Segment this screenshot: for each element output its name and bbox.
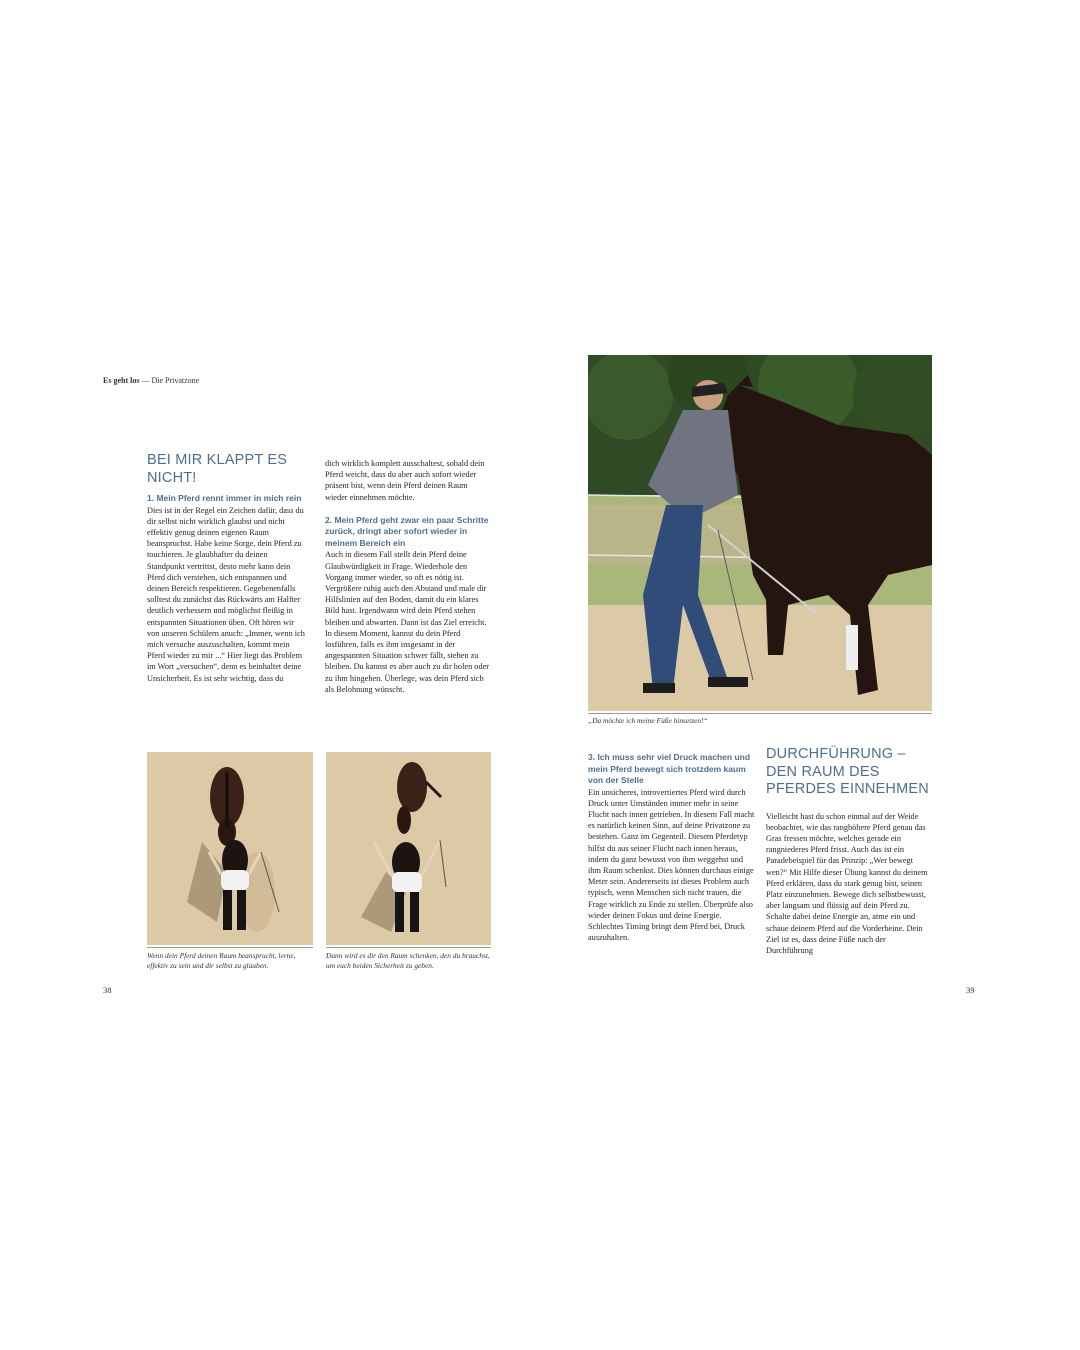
photo-horse-gives-space <box>326 752 491 945</box>
subheading-1: 1. Mein Pferd rennt immer in mich rein <box>147 493 302 503</box>
photo-man-with-horse <box>588 355 932 711</box>
photo-caption-1: Wenn dein Pferd deinen Raum beansprucht, lerne, effektiv zu sein und dir selbst zu glauben. <box>147 951 296 970</box>
running-head <box>103 376 199 385</box>
running-head-section: Es geht los <box>103 376 140 385</box>
subheading-2: 2. Mein Pferd geht zwar ein paar Schritte zurück, dringt aber sofort wieder in meinem Bereich ein <box>325 514 489 548</box>
paragraph-1: Dies ist in der Regel ein Zeichen dafür, dass du dir selbst nicht wirklich glaubst und nicht effektiv genug deinen eigenen Raum beanspruchst. Habe keine Sorge, dein Pferd zu touchieren. Je glaubhafter du deinen Standpunkt vertrittst, desto mehr kann dein Pferd dich verstehen, sich entspannen und deinen Bereich respektieren. Gegebenenfalls solltest du zunächst das Rückwärts am Halfter deutlich verbessern und möglichst fleißig in entspannten Situationen üben. Oft hören wir von unseren Schülern anuch: „Immer, wenn ich mich versuche auszuschalten, kommt mein Pferd wieder zu mir ...“ Hier liegt das Problem im Wort „versuchen“, denn es beinhaltet deine Unsicherheit. Es ist sehr wichtig, dass du <box>147 505 305 683</box>
photo-caption-3: „Da möchte ich meine Füße hinsetzen!“ <box>588 716 708 725</box>
right-column-2 <box>766 746 932 956</box>
section-heading-problems: BEI MIR KLAPPT ES NICHT! <box>147 452 288 486</box>
paragraph-1-continued: dich wirklich komplett ausschaltest, sobald dein Pferd weicht, dass du aber auch sofort wieder präsent bist, wenn dein Pferd deinen Raum wieder einnehmen möchte. <box>325 459 485 502</box>
subheading-3: 3. Ich muss sehr viel Druck machen und mein Pferd bewegt sich trotzdem kaum von der Stelle <box>588 752 751 785</box>
paragraph-4: Vielleicht hast du schon einmal auf der Weide beobachtet, wie das ranghöhere Pferd genau das Gras fressen möchte, welches gerade ein rangniederes Pferd frisst. Auch das ist ein Paradebeispiel für das Prinzip: „Wer bewegt wen?“ Mit Hilfe dieser Übung kannst du deinem Pferd erklären, dass du stark genug bist, seinen Platz einzunehmen. Bewege dich selbstbewusst, aber langsam und flüssig auf dein Pferd zu. Schalte dabei deine Energie an, atme ein und schaue deinem Pferd auf die Vorderbeine. Dein Ziel ist es, dass deine Füße nach der Durchführung <box>766 811 928 955</box>
page-number-right: 39 <box>966 985 975 995</box>
photo-caption-2: Dann wird es dir den Raum schenken, den du brauchst, um euch beiden Sicherheit zu geben. <box>326 951 490 970</box>
paragraph-3: Ein unsicheres, introvertiertes Pferd wird durch Druck unter Umständen immer mehr in seine Flucht nach innen getrieben. In diesem Fall macht es natürlich keinen Sinn, auf deine Privatzone zu bestehen. Ganz im Gegenteil. Diesem Pferdetyp hilfst du aus seiner Flucht nach innen heraus, indem du ganz bewusst von ihm weggehst und ihm Raum schenkst. Dies können durchaus einige Meter sein. Andererseits ist dieses Problem auch typisch, wenn Menschen sich nicht trauen, die Frage wirklich zu Ende zu stellen. Überprüfe also wieder deinen Fokus und deine Energie. Schlechtes Timing bringt dem Pferd bei, Druck auszuhalten. <box>588 787 755 943</box>
section-heading-execution: DURCHFÜHRUNG – DEN RAUM DES PFERDES EINNEHMEN <box>766 746 929 797</box>
running-head-separator: — <box>141 376 150 385</box>
photo-horse-claims-space <box>147 752 313 945</box>
paragraph-2: Auch in diesem Fall stellt dein Pferd deine Glaubwürdigkeit in Frage. Wiederhole den Vorgang immer wieder, so oft es nötig ist. Vergrößere ruhig auch den Abstand und male dir Hilfslinien auf den Boden, damit du ein klares Bild hast. Irgendwann wird dein Pferd stehen bleiben und abwarten. Dann ist das Ziel erreicht. In diesem Moment, kannst du dein Pferd losführen, falls es ihm insgesamt in der angespannten Situation schwer fällt, stehen zu bleiben. Du kannst es aber auch zu dir holen oder zu ihm hingehen. Überlege, was dein Pferd sich als Belohnung wünscht. <box>325 550 490 694</box>
page-number-left: 38 <box>103 985 112 995</box>
running-head-chapter: Die Privatzone <box>151 376 200 385</box>
left-column-2 <box>325 458 491 695</box>
left-column-1 <box>147 452 305 684</box>
right-column-1 <box>588 752 758 943</box>
